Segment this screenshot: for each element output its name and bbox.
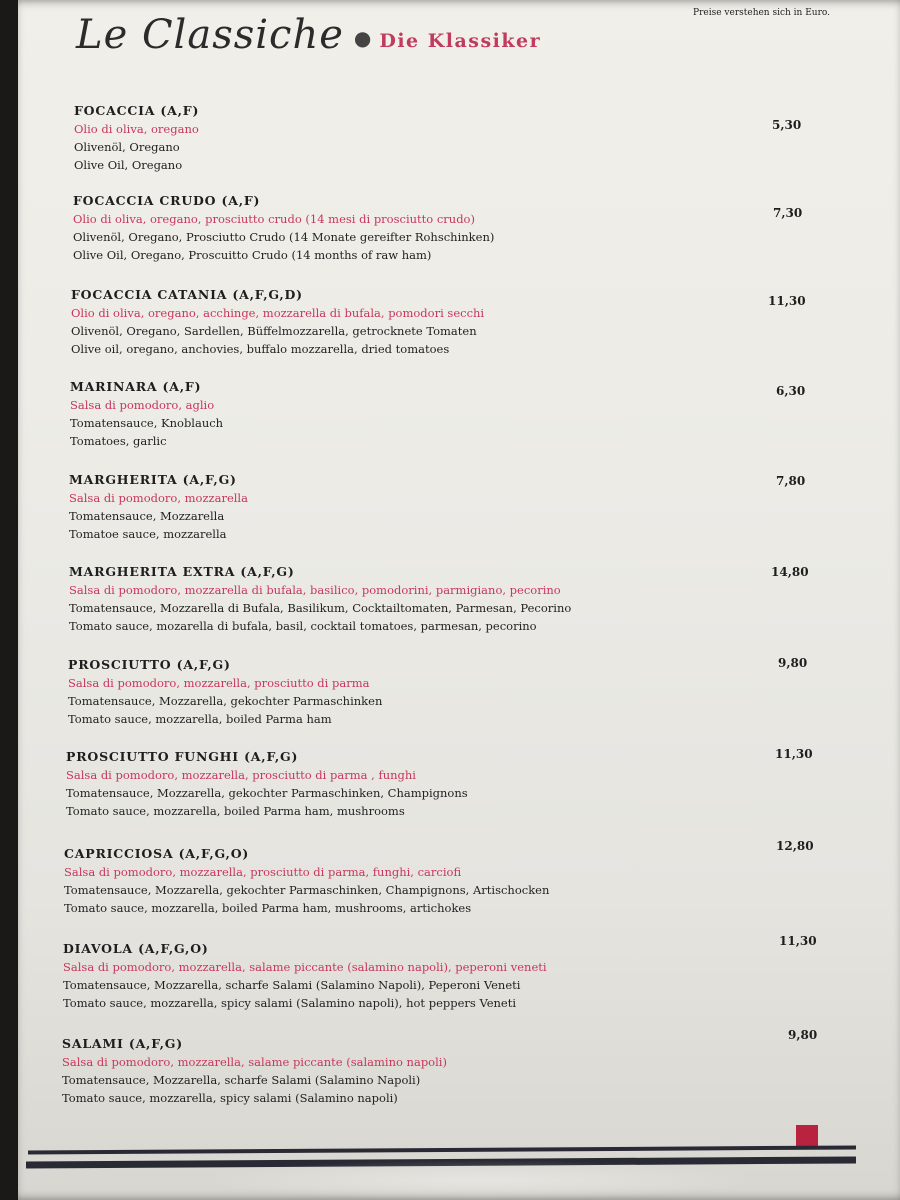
- item-english: Olive Oil, Oregano: [74, 158, 183, 172]
- section-subtitle: Die Klassiker: [379, 30, 542, 52]
- lighting-glare: [200, 1160, 760, 1200]
- item-english: Tomatoe sauce, mozzarella: [69, 527, 227, 541]
- item-italian: Olio di oliva, oregano, acchinge, mozzarella di bufala, pomodori secchi: [71, 306, 485, 320]
- menu-item-capricciosa: [64, 846, 824, 917]
- item-italian: Salsa di pomodoro, mozzarella: [69, 491, 248, 505]
- item-german: Tomatensauce, Mozzarella: [69, 509, 225, 523]
- item-italian: Salsa di pomodoro, mozzarella di bufala, basilico, pomodorini, parmigiano, pecorino: [69, 583, 561, 597]
- item-price: 14,80: [771, 565, 809, 579]
- item-german: Tomatensauce, Mozzarella, gekochter Parmaschinken, Champignons, Artischocken: [64, 883, 550, 897]
- item-german: Olivenöl, Oregano, Prosciutto Crudo (14 Monate gereifter Rohschinken): [73, 230, 495, 244]
- item-price: 12,80: [776, 839, 814, 853]
- item-german: Tomatensauce, Knoblauch: [70, 416, 224, 430]
- item-italian: Salsa di pomodoro, aglio: [70, 398, 215, 412]
- item-price: 11,30: [779, 934, 817, 948]
- item-name: DIAVOLA (A,F,G,O): [63, 941, 209, 956]
- item-name: MARGHERITA EXTRA (A,F,G): [69, 564, 295, 579]
- section-title: Le Classiche: [76, 12, 344, 58]
- menu-item-focaccia-crudo: [73, 193, 833, 264]
- item-german: Tomatensauce, Mozzarella di Bufala, Basilikum, Cocktailtomaten, Parmesan, Pecorino: [69, 601, 572, 615]
- item-name: MARGHERITA (A,F,G): [69, 472, 237, 487]
- menu-item-prosciutto: [68, 657, 828, 728]
- menu-item-marinara: [70, 379, 830, 450]
- item-english: Tomato sauce, mozzarella, boiled Parma ham, mushrooms, artichokes: [64, 901, 472, 915]
- item-english: Tomato sauce, mozzarella, boiled Parma ham, mushrooms: [66, 804, 405, 818]
- item-german: Olivenöl, Oregano: [74, 140, 180, 154]
- item-name: MARINARA (A,F): [70, 379, 202, 394]
- item-german: Olivenöl, Oregano, Sardellen, Büffelmozzarella, getrocknete Tomaten: [71, 324, 477, 338]
- item-italian: Salsa di pomodoro, mozzarella, prosciutto di parma , funghi: [66, 768, 416, 782]
- menu-item-margherita-extra: [69, 564, 829, 635]
- item-english: Olive oil, oregano, anchovies, buffalo mozzarella, dried tomatoes: [71, 342, 450, 356]
- item-price: 11,30: [775, 747, 813, 761]
- item-name: FOCACCIA (A,F): [74, 103, 200, 118]
- item-english: Tomato sauce, mozzarella, spicy salami (Salamino napoli): [62, 1091, 398, 1105]
- item-english: Tomatoes, garlic: [70, 434, 167, 448]
- menu-item-focaccia: [74, 103, 834, 174]
- item-name: SALAMI (A,F,G): [62, 1036, 183, 1051]
- menu-item-focaccia-catania: [71, 287, 831, 358]
- item-english: Tomato sauce, mozzarella, boiled Parma ham: [68, 712, 332, 726]
- item-italian: Salsa di pomodoro, mozzarella, prosciutto di parma: [68, 676, 370, 690]
- item-price: 5,30: [772, 118, 802, 132]
- item-price: 9,80: [788, 1028, 818, 1042]
- item-german: Tomatensauce, Mozzarella, gekochter Parmaschinken: [68, 694, 383, 708]
- item-german: Tomatensauce, Mozzarella, gekochter Parmaschinken, Champignons: [66, 786, 468, 800]
- item-name: FOCACCIA CATANIA (A,F,G,D): [71, 287, 303, 302]
- menu-item-salami: [62, 1036, 822, 1107]
- item-italian: Salsa di pomodoro, mozzarella, salame piccante (salamino napoli), peperoni veneti: [63, 960, 547, 974]
- menu-item-diavola: [63, 941, 823, 1012]
- footer-square-icon: [796, 1125, 818, 1147]
- item-english: Tomato sauce, mozzarella, spicy salami (Salamino napoli), hot peppers Veneti: [63, 996, 517, 1010]
- item-price: 6,30: [776, 384, 806, 398]
- menu-item-prosciutto-funghi: [66, 749, 826, 820]
- currency-note: Preise verstehen sich in Euro.: [693, 8, 830, 18]
- item-name: PROSCIUTTO FUNGHI (A,F,G): [66, 749, 299, 764]
- item-price: 11,30: [768, 294, 806, 308]
- item-name: CAPRICCIOSA (A,F,G,O): [64, 846, 250, 861]
- item-italian: Salsa di pomodoro, mozzarella, prosciutto di parma, funghi, carciofi: [64, 865, 462, 879]
- bullet-dot-icon: ●: [353, 26, 372, 50]
- item-price: 7,30: [773, 206, 803, 220]
- item-italian: Salsa di pomodoro, mozzarella, salame piccante (salamino napoli): [62, 1055, 447, 1069]
- item-italian: Olio di oliva, oregano, prosciutto crudo (14 mesi di prosciutto crudo): [73, 212, 475, 226]
- item-english: Olive Oil, Oregano, Proscuitto Crudo (14 months of raw ham): [73, 248, 432, 262]
- item-price: 9,80: [778, 656, 808, 670]
- item-italian: Olio di oliva, oregano: [74, 122, 199, 136]
- menu-item-margherita: [69, 472, 829, 543]
- item-english: Tomato sauce, mozarella di bufala, basil, cocktail tomatoes, parmesan, pecorino: [69, 619, 537, 633]
- item-price: 7,80: [776, 474, 806, 488]
- item-name: FOCACCIA CRUDO (A,F): [73, 193, 261, 208]
- item-name: PROSCIUTTO (A,F,G): [68, 657, 231, 672]
- item-german: Tomatensauce, Mozzarella, scharfe Salami (Salamino Napoli): [62, 1073, 421, 1087]
- item-german: Tomatensauce, Mozzarella, scharfe Salami (Salamino Napoli), Peperoni Veneti: [63, 978, 521, 992]
